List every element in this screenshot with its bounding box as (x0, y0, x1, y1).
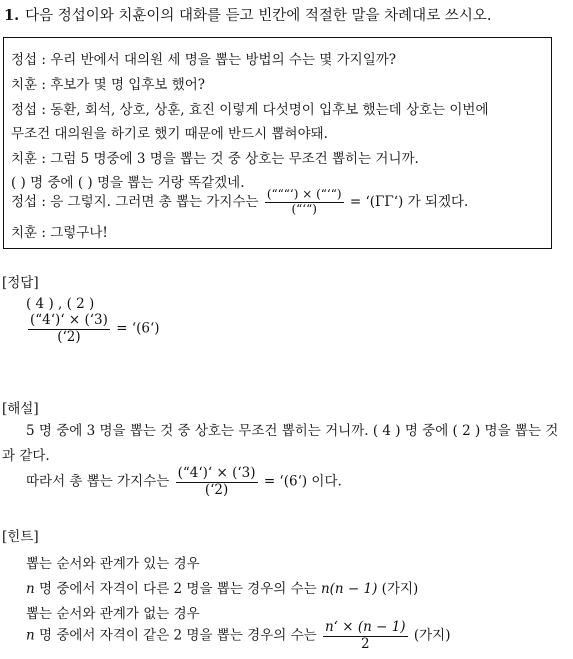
explanation-text: 따라서 총 뽑는 가지수는 (26, 473, 170, 490)
explanation-paragraph (2, 419, 570, 469)
hint-text: 명 중에서 자격이 다른 2 명을 뽑는 경우의 수는 (39, 581, 317, 597)
explanation-fraction (176, 466, 258, 498)
answer-label: [정답] (2, 275, 39, 291)
hint-line (26, 577, 418, 597)
hint-fraction (323, 620, 408, 652)
hint-label: [힌트] (2, 529, 39, 545)
dialog-text: = ‘(ΓΓ‘) 가 되겠다. (349, 193, 469, 210)
dialog-line: 정섭 : 동환, 회석, 상호, 상훈, 효진 이렇게 다섯명이 입후보 했는데 상호는 이번에 (11, 102, 489, 118)
explanation-text: = ‘(6‘) 이다. (263, 473, 342, 490)
dialog-line-fraction (11, 188, 468, 217)
dialog-line: 무조건 대의원을 하기로 했기 때문에 반드시 뽑혀야돼. (11, 126, 328, 142)
dialog-text: 정섭 : 응 그렇지. 그러면 총 뽑는 가지수는 (11, 193, 259, 210)
explanation-total (26, 466, 342, 498)
hint-formula: n(n − 1) (320, 581, 378, 597)
explanation-text: 5 명 중에 3 명을 뽑는 것 중 상호는 무조건 뽑히는 거니까. ( 4 ) 명 중에 ( 2 ) 명을 뽑는 것과 같다. (2, 423, 559, 464)
fraction-denominator: 2 (360, 635, 370, 652)
answer-formula (26, 313, 160, 345)
answer-result: = ‘(6‘) (116, 320, 160, 337)
fraction-numerator: (“““‘) × (“‘“) (266, 187, 342, 201)
question-title (4, 4, 491, 25)
fraction-numerator: n‘ × (n − 1) (324, 619, 406, 635)
dialog-line: 정섭 : 우리 반에서 대의원 세 명을 뽑는 방법의 수는 몇 가지일까? (11, 52, 397, 68)
fraction-numerator: (“4‘)‘ × (‘3) (177, 465, 256, 481)
dialog-line: 치훈 : 그럼 5 명중에 3 명을 뽑는 것 중 상호는 무조건 뽑히는 거니까. (11, 151, 419, 167)
answer-fraction (28, 313, 110, 345)
explanation-label: [해설] (2, 401, 39, 417)
dialog-line: 치훈 : 그렇구나! (11, 225, 108, 241)
hint-line: 뽑는 순서와 관계가 없는 경우 (26, 606, 200, 622)
fraction-denominator: (“‘“) (291, 201, 317, 216)
hint-variable: n (26, 627, 35, 644)
fraction-denominator: (‘2) (57, 328, 81, 345)
answer-blanks: ( 4 ) , ( 2 ) (26, 296, 95, 312)
fraction-numerator: (“4‘)‘ × (‘3) (30, 312, 108, 328)
dialog-fraction (265, 188, 344, 217)
hint-unit: (가지) (413, 627, 451, 644)
dialog-line: 치훈 : 후보가 몇 명 입후보 했어? (11, 77, 206, 93)
hint-unit: (가지) (381, 581, 419, 597)
dialog-box (3, 37, 552, 249)
dialog-line: ( ) 명 중에 ( ) 명을 뽑는 거랑 똑같겠네. (11, 175, 245, 191)
question-text: 다음 정섭이와 치훈이의 대화를 듣고 빈칸에 적절한 말을 차례대로 쓰시오. (25, 8, 492, 24)
hint-line: 뽑는 순서와 관계가 있는 경우 (26, 556, 200, 572)
hint-text: 명 중에서 자격이 같은 2 명을 뽑는 경우의 수는 (39, 627, 317, 644)
hint-line (26, 620, 450, 652)
question-number: 1. (4, 7, 20, 24)
hint-variable: n (26, 581, 35, 597)
fraction-denominator: (‘2) (204, 481, 229, 498)
